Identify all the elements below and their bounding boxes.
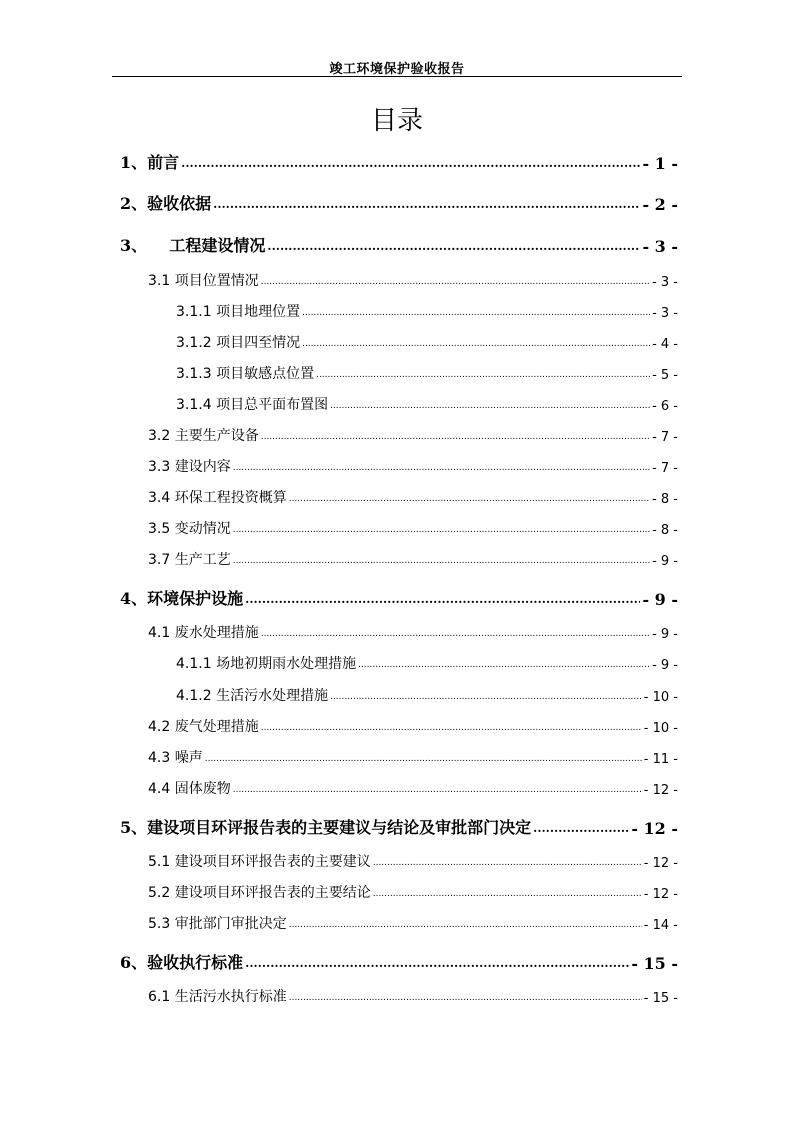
toc-entry[interactable] xyxy=(176,653,678,673)
toc-entry[interactable] xyxy=(148,716,678,736)
toc-entry-page: - 15 - xyxy=(643,991,678,1006)
toc-entry-page: - 7 - xyxy=(652,461,678,476)
toc-entry[interactable] xyxy=(148,851,678,871)
toc-entry[interactable] xyxy=(148,622,678,642)
dot-leader xyxy=(213,198,640,210)
toc-entry[interactable] xyxy=(148,518,678,538)
toc-entry-page: - 10 - xyxy=(643,721,678,736)
toc-entry-label: 3.7 生产工艺 xyxy=(148,552,231,568)
toc-entry-label: 3.1 项目位置情况 xyxy=(148,273,259,289)
toc-entry-page: - 9 - xyxy=(642,590,678,609)
toc-entry-page: - 12 - xyxy=(643,783,678,798)
toc-entry-page: - 3 - xyxy=(642,237,678,256)
toc-entry[interactable] xyxy=(148,882,678,902)
toc-entry-page: - 3 - xyxy=(652,275,678,290)
toc-entry-label: 3.1.2 项目四至情况 xyxy=(176,335,301,351)
toc-entry-page: - 9 - xyxy=(652,554,678,569)
dot-leader xyxy=(233,786,642,795)
toc-entry-label: 3.3 建设内容 xyxy=(148,459,231,475)
toc-entry[interactable] xyxy=(148,986,678,1006)
dot-leader xyxy=(330,402,650,411)
toc-entry[interactable] xyxy=(120,815,678,838)
toc-entry-label: 4.1.2 生活污水处理措施 xyxy=(176,688,329,704)
toc-entry-label: 4.1.1 场地初期雨水处理措施 xyxy=(176,656,357,672)
toc-entry[interactable] xyxy=(148,456,678,476)
toc-entry-label: 3.1.4 项目总平面布置图 xyxy=(176,397,329,413)
toc-entry[interactable] xyxy=(148,270,678,290)
dot-leader xyxy=(302,309,650,318)
toc-entry[interactable] xyxy=(148,549,678,569)
toc-entry-page: - 6 - xyxy=(652,399,678,414)
dot-leader xyxy=(181,157,640,169)
toc-entry-label: 4.2 废气处理措施 xyxy=(148,719,259,735)
toc-entry-label: 4.4 固体废物 xyxy=(148,781,231,797)
toc-entry-page: - 15 - xyxy=(631,954,678,973)
toc-entry-page: - 7 - xyxy=(652,430,678,445)
toc-entry-page: - 2 - xyxy=(642,195,678,214)
toc-entry-label: 4、环境保护设施 xyxy=(120,589,244,608)
toc-title: 目录 xyxy=(370,106,423,136)
dot-leader xyxy=(289,994,642,1003)
toc-entry[interactable] xyxy=(176,363,678,383)
toc-entry[interactable] xyxy=(148,425,678,445)
dot-leader xyxy=(245,957,629,969)
toc-entry-label: 5.1 建设项目环评报告表的主要建议 xyxy=(148,854,371,870)
toc-entry-label: 3.1.3 项目敏感点位置 xyxy=(176,366,315,382)
toc-entry[interactable] xyxy=(120,233,678,256)
toc-entry-page: - 3 - xyxy=(652,306,678,321)
toc-entry-label: 2、验收依据 xyxy=(120,194,212,213)
toc-entry-page: - 8 - xyxy=(652,523,678,538)
toc-entry-label: 4.3 噪声 xyxy=(148,750,203,766)
toc-entry-label: 3.1.1 项目地理位置 xyxy=(176,304,301,320)
toc-entry[interactable] xyxy=(176,332,678,352)
toc-entry-label: 5.3 审批部门审批决定 xyxy=(148,916,287,932)
toc-entry-page: - 4 - xyxy=(652,337,678,352)
toc-entry[interactable] xyxy=(148,747,678,767)
toc-entry-page: - 10 - xyxy=(643,690,678,705)
toc-entry-page: - 9 - xyxy=(652,627,678,642)
toc-entry-label: 5.2 建设项目环评报告表的主要结论 xyxy=(148,885,371,901)
dot-leader xyxy=(233,464,650,473)
toc-entry[interactable] xyxy=(120,586,678,609)
dot-leader xyxy=(330,693,642,702)
dot-leader xyxy=(261,630,650,639)
dot-leader xyxy=(233,557,650,566)
dot-leader xyxy=(302,340,650,349)
toc-entry-label: 3、 工程建设情况 xyxy=(120,236,266,255)
toc-entry[interactable] xyxy=(176,301,678,321)
toc-entry-label: 3.2 主要生产设备 xyxy=(148,428,259,444)
dot-leader xyxy=(316,371,650,380)
dot-leader xyxy=(533,822,629,834)
dot-leader xyxy=(267,240,640,252)
dot-leader xyxy=(261,724,642,733)
toc-entry[interactable] xyxy=(176,394,678,414)
toc-entry-label: 1、前言 xyxy=(120,153,180,172)
toc-entry[interactable] xyxy=(120,150,678,173)
running-header-title: 竣工环境保护验收报告 xyxy=(329,62,465,77)
toc-entry[interactable] xyxy=(120,950,678,973)
toc-entry-page: - 8 - xyxy=(652,492,678,507)
toc-entry[interactable] xyxy=(148,487,678,507)
toc-entry-page: - 11 - xyxy=(643,752,678,767)
toc-entry[interactable] xyxy=(148,913,678,933)
dot-leader xyxy=(261,278,650,287)
toc-entry-page: - 12 - xyxy=(643,887,678,902)
dot-leader xyxy=(245,593,640,605)
toc-entry-label: 6、验收执行标准 xyxy=(120,953,244,972)
toc-entry-label: 6.1 生活污水执行标准 xyxy=(148,989,287,1005)
dot-leader xyxy=(358,661,650,670)
dot-leader xyxy=(289,921,642,930)
toc-entry-page: - 5 - xyxy=(652,368,678,383)
toc-entry-page: - 12 - xyxy=(643,856,678,871)
toc-entry-page: - 9 - xyxy=(652,658,678,673)
toc-entry[interactable] xyxy=(120,191,678,214)
toc-entry-label: 3.5 变动情况 xyxy=(148,521,231,537)
toc-entry-label: 5、建设项目环评报告表的主要建议与结论及审批部门决定 xyxy=(120,818,532,837)
toc-entry-page: - 14 - xyxy=(643,918,678,933)
toc-entry-page: - 12 - xyxy=(631,819,678,838)
dot-leader xyxy=(373,859,642,868)
toc-entry-label: 3.4 环保工程投资概算 xyxy=(148,490,287,506)
dot-leader xyxy=(261,433,650,442)
dot-leader xyxy=(205,755,642,764)
toc-entry-page: - 1 - xyxy=(642,154,678,173)
dot-leader xyxy=(373,890,642,899)
toc-entry[interactable] xyxy=(148,778,678,798)
toc-entry-label: 4.1 废水处理措施 xyxy=(148,625,259,641)
dot-leader xyxy=(233,526,650,535)
toc-entry[interactable] xyxy=(176,685,678,705)
dot-leader xyxy=(289,495,650,504)
